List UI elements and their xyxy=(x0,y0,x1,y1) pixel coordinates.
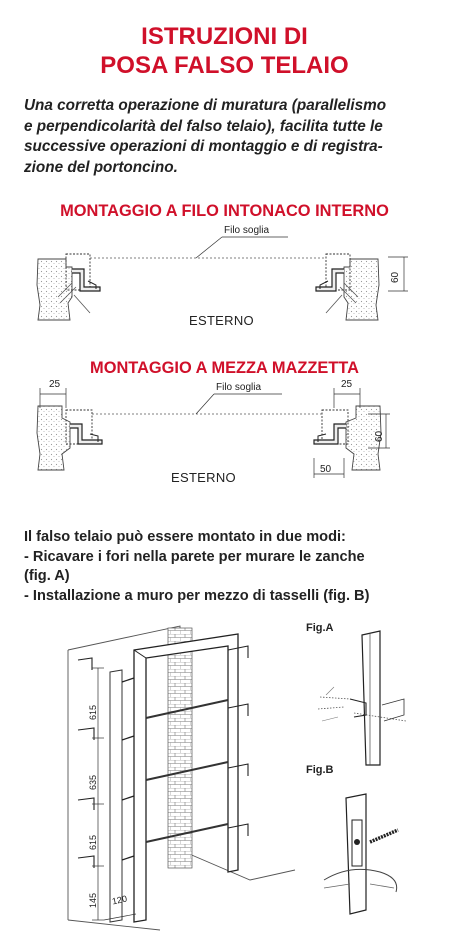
dimension-label: 120 xyxy=(111,893,128,907)
mounting-methods-text xyxy=(24,528,436,606)
body-line: Il falso telaio può essere montato in due modi: xyxy=(24,529,346,545)
intro-line: e perpendicolarità del falso telaio), facilita tutte le xyxy=(24,117,383,135)
fig-a-illustration xyxy=(310,625,420,765)
fig-a-label: Fig.A xyxy=(306,622,334,634)
section-title-mezza-mazzetta: MONTAGGIO A MEZZA MAZZETTA xyxy=(90,359,359,377)
body-line: (fig. A) xyxy=(24,568,70,584)
title-line-1: ISTRUZIONI DI xyxy=(141,23,308,50)
frame-installation-illustration xyxy=(0,620,300,940)
intro-paragraph xyxy=(24,96,429,178)
fig-b-illustration xyxy=(310,780,420,930)
dimension-label: 615 xyxy=(88,834,98,850)
title-line-2: POSA FALSO TELAIO xyxy=(100,52,349,79)
intro-line: Una corretta operazione di muratura (parallelismo xyxy=(24,97,387,114)
fig-b-label: Fig.B xyxy=(306,764,334,776)
intro-line: zione del portoncino. xyxy=(24,158,178,176)
esterno-label: ESTERNO xyxy=(171,470,236,485)
intro-line: successive operazioni di montaggio e di registra- xyxy=(24,138,383,155)
dimension-label-50: 50 xyxy=(320,464,332,475)
page-title xyxy=(0,22,449,80)
dimension-label-25-right: 25 xyxy=(341,379,353,390)
section-title-filo-intonaco: MONTAGGIO A FILO INTONACO INTERNO xyxy=(60,202,389,220)
dimension-label: 145 xyxy=(88,892,98,908)
filo-soglia-label: Filo soglia xyxy=(216,382,262,393)
body-line: - Ricavare i fori nella parete per murare le zanche xyxy=(24,548,365,565)
dimension-label-60: 60 xyxy=(390,271,401,283)
dimension-label: 615 xyxy=(88,704,98,720)
body-line: - Installazione a muro per mezzo di tasselli (fig. B) xyxy=(24,587,370,604)
esterno-label: ESTERNO xyxy=(189,313,254,328)
dimension-label: 635 xyxy=(88,774,98,790)
dimension-label-25-left: 25 xyxy=(49,379,61,390)
filo-soglia-label: Filo soglia xyxy=(224,225,270,236)
dimension-label-60: 60 xyxy=(374,430,385,442)
